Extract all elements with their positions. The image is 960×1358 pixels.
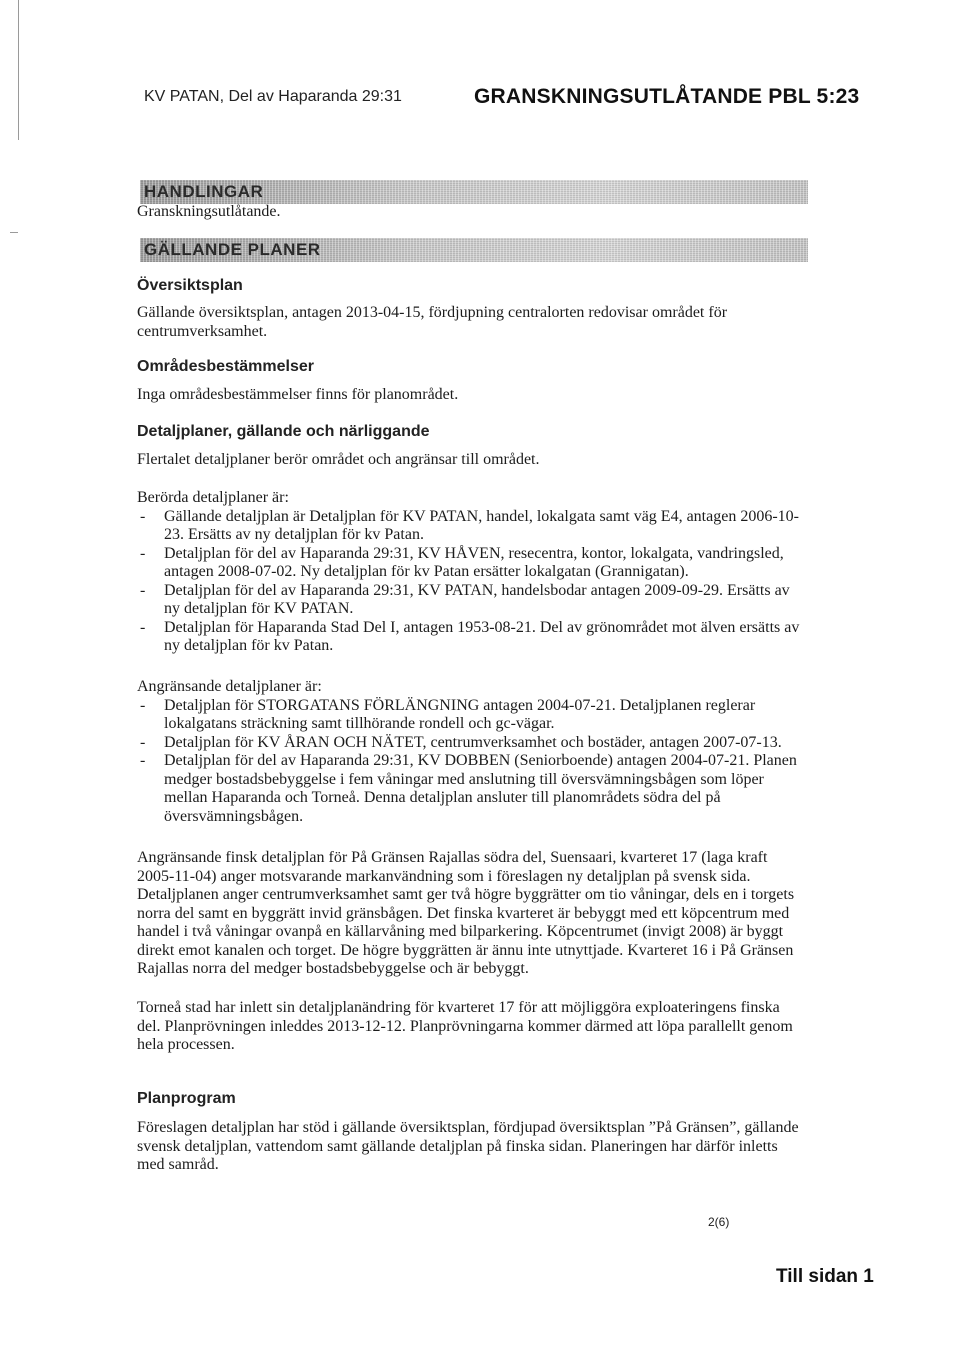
- heading-oversiktsplan: Översiktsplan: [137, 277, 243, 294]
- document-header-title: KV PATAN, Del av Haparanda 29:31: [144, 88, 402, 105]
- angransande-list: [137, 697, 803, 827]
- oversiktsplan-text: Gällande översiktsplan, antagen 2013-04-15, fördjupning centralorten redovisar området för centrumverksamhet.: [137, 304, 728, 340]
- list-item: - Detaljplan för del av Haparanda 29:31, KV DOBBEN (Seniorboende) antagen 2004-07-21. Planen medger bostadsbebyggelse i fem våningar med anslutning till översvämningsbågen som löper mellan Haparanda och Torneå. Denna detaljplan ansluter till planområdets södra del på översvämningsbågen.: [137, 752, 803, 826]
- section-band-label: HANDLINGAR: [144, 182, 264, 201]
- page-number: 2(6): [708, 1215, 730, 1229]
- berorda-label: Berörda detaljplaner är:: [137, 489, 289, 506]
- planprogram-text: Föreslagen detaljplan har stöd i gällande översiktsplan, fördjupad översiktsplan ”På Gränsen”, gällande svensk detaljplan, vattendom samt gällande detaljplan på finska sidan. Planeringen har därför inletts med samråd.: [137, 1119, 799, 1173]
- angransande-label: Angränsande detaljplaner är:: [137, 678, 322, 695]
- finsk-detaljplan-text: Angränsande finsk detaljplan för På Gränsen Rajallas södra del, Suensaari, kvarteret 17 (laga kraft 2005-11-04) anger motsvarande markanvändning som i föreslagen ny detaljplan på svensk sida. Detaljplanen anger centrumverksamhet samt ger två högre byggrätter om tio våningar, dels en i torgets norra del samt en byggrätt invid gränsbågen. Det finska kvarteret är bebyggt med ett köpcentrum med handel i två våningar ovanpå en källarvåning med bilparkering. Köpcentrumet (invigt 2008) är byggt direkt emot kanalen och torget. De högre byggrätten är ännu inte utnyttjade. Kvarteret 16 i På Gränsen Rajallas norra del medger bostadsbebyggelse och är bebyggt.: [137, 849, 795, 977]
- section-band-label: GÄLLANDE PLANER: [144, 240, 321, 259]
- heading-planprogram: Planprogram: [137, 1090, 236, 1107]
- list-item: - Detaljplan för del av Haparanda 29:31, KV PATAN, handelsbodar antagen 2009-09-29. Ersätts av ny detaljplan för KV PATAN.: [137, 582, 803, 619]
- list-item: - Detaljplan för Haparanda Stad Del I, antagen 1953-08-21. Del av grönområdet mot älven ersätts av ny detaljplan för kv Patan.: [137, 619, 803, 656]
- berorda-detaljplaner: [137, 489, 803, 656]
- angransande-detaljplaner: [137, 678, 803, 826]
- next-page-link[interactable]: Till sidan 1: [776, 1266, 874, 1287]
- list-item: - Detaljplan för del av Haparanda 29:31, KV HÅVEN, resecentra, kontor, lokalgata, vandringsled, antagen 2008-07-02. Ny detaljplan för kv Patan ersätter lokalgatan (Grannigatan).: [137, 545, 803, 582]
- list-item: - Detaljplan för KV ÅRAN OCH NÄTET, centrumverksamhet och bostäder, antagen 2007-07-13.: [137, 734, 803, 753]
- detaljplaner-intro: Flertalet detaljplaner berör området och angränsar till området.: [137, 451, 540, 468]
- list-item: - Detaljplan för STORGATANS FÖRLÄNGNING antagen 2004-07-21. Detaljplanen reglerar lokalgatans sträckning samt tillhörande rondell och gc-vägar.: [137, 697, 803, 734]
- heading-omradesbestammelser: Områdesbestämmelser: [137, 358, 314, 375]
- list-item: - Gällande detaljplan är Detaljplan för KV PATAN, handel, lokalgata samt väg E4, antagen 2006-10-23. Ersätts av ny detaljplan för kv Patan.: [137, 508, 803, 545]
- scan-margin-mark: [10, 232, 18, 233]
- berorda-list: [137, 508, 803, 656]
- document-header-type: GRANSKNINGSUTLÅTANDE PBL 5:23: [474, 85, 860, 108]
- section-band-handlingar: [140, 180, 808, 204]
- handlingar-text: Granskningsutlåtande.: [137, 203, 281, 220]
- tornea-text: Torneå stad har inlett sin detaljplanändring för kvarteret 17 för att möjliggöra exploateringens finska del. Planprövningen inleddes 2013-12-12. Planprövningarna kommer därmed att löpa parallellt genom hela processen.: [137, 999, 793, 1053]
- scan-margin-mark: [18, 0, 19, 140]
- heading-detaljplaner: Detaljplaner, gällande och närliggande: [137, 423, 430, 440]
- section-band-gallande-planer: [140, 238, 808, 262]
- omradesbestammelser-text: Inga områdesbestämmelser finns för planområdet.: [137, 386, 459, 403]
